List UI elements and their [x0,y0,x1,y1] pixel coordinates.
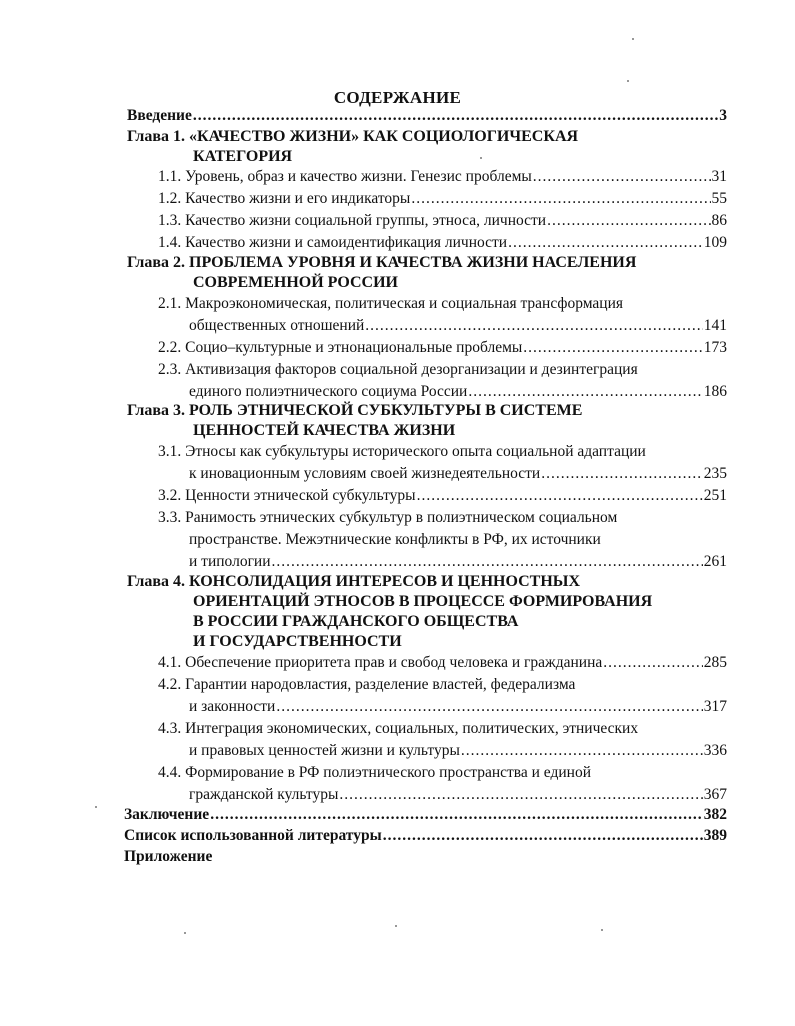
chapter-1-heading-cont: КАТЕГОРИЯ [193,148,293,165]
entry-label: 1.2. Качество жизни и его индикаторы [158,190,411,207]
toc-entry-4-4 [189,785,727,805]
toc-entry-3-1 [189,464,727,484]
toc-entry-1-2 [158,189,727,209]
entry-page: 251 [703,487,727,504]
entry-label: Список использованной литературы [124,827,382,844]
entry-page: 109 [703,234,727,251]
entry-page: 261 [703,553,727,570]
chapter-4-heading-cont2: В РОССИИ ГРАЖДАНСКОГО ОБЩЕСТВА [193,613,519,630]
scan-speck [395,925,397,927]
toc-entry-2-1-line1: 2.1. Макроэкономическая, политическая и социальная трансформация [158,295,624,312]
entry-label: и правовых ценностей жизни и культуры [189,742,460,759]
toc-entry-3-3-line2: пространстве. Межэтнические конфликты в РФ, их источники [189,531,601,548]
entry-label: 2.2. Социо–культурные и этнонациональные проблемы [158,339,523,356]
toc-entry-4-2-line1: 4.2. Гарантии народовластия, разделение властей, федерализма [158,676,576,693]
leader-dots [276,697,702,717]
leader-dots [468,382,702,402]
leader-dots [193,106,718,126]
toc-entry-1-4 [158,233,727,253]
entry-label: Введение [127,107,192,124]
leader-dots [541,464,703,484]
leader-dots [461,741,703,761]
leader-dots [365,316,702,336]
leader-dots [523,338,702,358]
toc-entry-2-3-line1: 2.3. Активизация факторов социальной дезорганизации и дезинтеграция [158,361,638,378]
leader-dots [210,805,703,825]
entry-page: 367 [703,786,727,803]
scan-speck [627,80,629,82]
toc-entry-intro [127,106,727,126]
toc-entry-4-4-line1: 4.4. Формирование в РФ полиэтнического пространства и единой [158,764,592,781]
scan-speck [95,806,97,808]
entry-page: 336 [703,742,727,759]
page-title: СОДЕРЖАНИЕ [333,88,462,107]
toc-entry-2-3 [189,382,727,402]
leader-dots [383,826,703,846]
leader-dots [411,189,710,209]
toc-entry-appendix: Приложение [124,848,213,865]
leader-dots [533,167,711,187]
toc-entry-4-3-line1: 4.3. Интеграция экономических, социальных, политических, этнических [158,720,639,737]
chapter-4-heading: Глава 4. КОНСОЛИДАЦИЯ ИНТЕРЕСОВ И ЦЕННОСТНЫХ [127,573,581,590]
entry-label: 3.2. Ценности этнической субкультуры [158,487,416,504]
scan-speck [480,157,482,159]
toc-entry-3-1-line1: 3.1. Этносы как субкультуры исторического опыта социальной адаптации [158,443,646,460]
leader-dots [547,211,710,231]
entry-label: 1.1. Уровень, образ и качество жизни. Генезис проблемы [158,168,532,185]
toc-entry-3-3-line1: 3.3. Ранимость этнических субкультур в полиэтническом социальном [158,509,618,526]
toc-entry-1-1 [158,167,727,187]
entry-label: Заключение [124,806,210,823]
leader-dots [339,785,702,805]
toc-entry-3-3 [189,552,727,572]
entry-page: 31 [711,168,727,185]
scan-speck [632,38,634,40]
entry-label: и законности [189,698,276,715]
entry-page: 173 [703,339,727,356]
toc-entry-conclusion [124,805,727,825]
leader-dots [603,653,702,673]
entry-page: 141 [703,317,727,334]
entry-label: гражданской культуры [189,786,339,803]
chapter-3-heading-cont: ЦЕННОСТЕЙ КАЧЕСТВА ЖИЗНИ [193,422,456,439]
entry-page: 389 [703,827,727,844]
leader-dots [417,486,703,506]
entry-label: 4.1. Обеспечение приоритета прав и свобод человека и гражданина [158,654,603,671]
chapter-4-heading-cont1: ОРИЕНТАЦИЙ ЭТНОСОВ В ПРОЦЕССЕ ФОРМИРОВАНИЯ [193,593,653,610]
leader-dots [272,552,703,572]
toc-entry-4-1 [158,653,727,673]
entry-page: 186 [703,383,727,400]
chapter-3-heading: Глава 3. РОЛЬ ЭТНИЧЕСКОЙ СУБКУЛЬТУРЫ В СИСТЕМЕ [127,402,583,419]
entry-label: единого полиэтнического социума России [189,383,468,400]
entry-page: 3 [719,107,727,124]
entry-page: 86 [711,212,727,229]
entry-label: 1.4. Качество жизни и самоидентификация личности [158,234,508,251]
entry-page: 317 [703,698,727,715]
entry-page: 285 [703,654,727,671]
entry-label: общественных отношений [189,317,365,334]
chapter-4-heading-cont3: И ГОСУДАРСТВЕННОСТИ [193,633,402,650]
toc-entry-2-2 [158,338,727,358]
entry-label: 1.3. Качество жизни социальной группы, этноса, личности [158,212,547,229]
toc-entry-references [124,826,727,846]
entry-label: к иновационным условиям своей жизнедеятельности [189,465,541,482]
scan-speck [601,929,603,931]
toc-entry-1-3 [158,211,727,231]
entry-page: 55 [711,190,727,207]
chapter-1-heading: Глава 1. «КАЧЕСТВО ЖИЗНИ» КАК СОЦИОЛОГИЧЕСКАЯ [127,128,579,145]
toc-entry-3-2 [158,486,727,506]
scan-speck [184,932,186,934]
entry-label: и типологии [189,553,271,570]
chapter-2-heading-cont: СОВРЕМЕННОЙ РОССИИ [193,274,398,291]
leader-dots [508,233,703,253]
toc-entry-4-3 [189,741,727,761]
chapter-2-heading: Глава 2. ПРОБЛЕМА УРОВНЯ И КАЧЕСТВА ЖИЗНИ НАСЕЛЕНИЯ [127,254,637,271]
toc-entry-2-1 [189,316,727,336]
toc-entry-4-2 [189,697,727,717]
entry-page: 382 [703,806,727,823]
entry-page: 235 [703,465,727,482]
